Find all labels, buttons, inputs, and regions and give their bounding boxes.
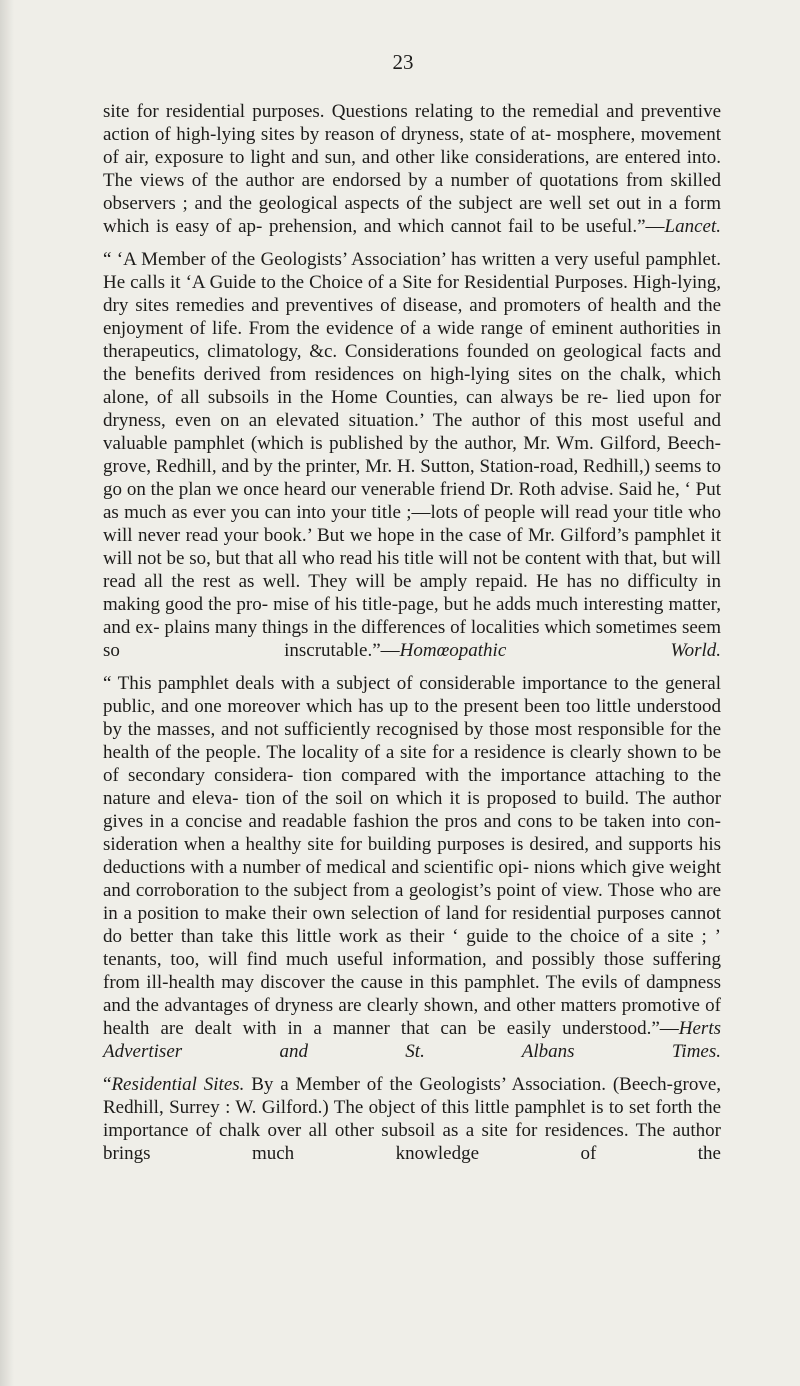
text-line: will be amply repaid. He has no difficulty in making good the pro- [103, 571, 722, 615]
text-line: mise of his title-page, but he adds much interesting matter, and ex- [103, 594, 721, 638]
text-line: matters promotive of health are dealt with in a manner that can be [103, 995, 721, 1039]
text-line: tion compared with the importance attaching to the nature and eleva- [103, 765, 722, 809]
text-line: by those most responsible for the health of the people. The locality [103, 719, 722, 763]
review-source: Lancet. [664, 216, 721, 237]
review-paragraph-herts-advertiser [103, 672, 721, 1063]
page-edge-shadow [0, 0, 14, 1386]
text-line: aspects of the subject are well set out in a form which is easy of ap- [103, 193, 721, 237]
review-paragraph-lancet [103, 100, 721, 238]
text-line: supports his deductions with a number of medical and scientific opi- [103, 834, 722, 878]
text-line: too little understood by the masses, and not sufficiently recognised [103, 696, 722, 740]
text-line: once heard our venerable friend Dr. Roth advise. Said he, ‘ Put as [103, 479, 722, 523]
text-line: sideration when a healthy site for building purposes is desired, and [103, 834, 623, 855]
text-line: too, will find much useful information, and possibly those suffering [170, 949, 722, 970]
text-line: dampness and the advantages of dryness are clearly shown, and other [103, 972, 721, 1016]
text-line: pamphlet is to set forth the importance of chalk over all other subsoil [103, 1097, 721, 1141]
text-line: benefits derived from residences on high-lying sites on the chalk, [134, 364, 666, 385]
text-line: lied upon for dryness, even on an elevated situation.’ The author of [103, 387, 721, 431]
text-line: as a site for residences. The author brings much knowledge of the [103, 1120, 722, 1164]
text-line: plains many things in the differences of localities which sometimes [164, 617, 678, 638]
text-line: tion of the soil on which it is proposed to build. The author gives in [103, 788, 722, 832]
text-line: Mr. Gilford’s pamphlet it will not be so, but that all who read his title [103, 525, 721, 569]
page-number: 23 [392, 50, 414, 74]
text-line: of disease, and promoters of health and the enjoyment of life. From [103, 295, 722, 339]
text-line: own selection of land for residential purposes cannot do better than [103, 903, 721, 947]
text-line: will not be content with that, but will read all the rest as well. They [103, 548, 721, 592]
text-line: by a number of quotations from skilled observers ; and the geological [103, 170, 722, 214]
text-line: take this little work as their ‘ guide to the choice of a site ; ’ tenants, [103, 926, 721, 970]
text-line: nions which give weight and corroboration to the subject from a [103, 857, 721, 901]
text-line: which alone, of all subsoils in the Home Counties, can always be re- [103, 364, 722, 408]
text-line: much as ever you can into your title ;—lots of people will read your [124, 502, 649, 523]
text-line: title who will never read your book.’ But we hope in the case of [103, 502, 722, 546]
text-line: easily understood.”— [506, 1018, 679, 1039]
open-quote: “ [103, 1074, 112, 1095]
text-line: the evidence of a wide range of eminent authorities in therapeutics, [103, 318, 721, 362]
text-line: the general public, and one moreover which has up to the present been [103, 673, 721, 717]
body-text [103, 100, 721, 1165]
review-source: Homœopathic World. [399, 640, 721, 661]
text-line: climatology, &c. Considerations founded on geological facts and the [103, 341, 722, 385]
text-line: author, Mr. Wm. Gilford, Beech-grove, Redhill, and by the printer, [103, 433, 722, 477]
text-line: of a site for a residence is clearly shown to be of secondary considera- [103, 742, 722, 786]
text-line: Mr. H. Sutton, Station-road, Redhill,) seems to go on the plan we [103, 456, 722, 500]
text-line: mosphere, movement of air, exposure to light and sun, and other like [103, 124, 721, 168]
review-source: Herts Advertiser and St. Albans Times. [103, 1018, 722, 1062]
text-line: preventive action of high-lying sites by reason of dryness, state of at- [103, 101, 722, 145]
text-line: (Beech-grove, Redhill, Surrey : W. Gilford.) The object of this little [103, 1074, 721, 1118]
text-line: “ This pamphlet deals with a subject of considerable importance to [103, 673, 629, 694]
title-reference: Residential Sites. [111, 1074, 245, 1095]
text-line: from ill-health may discover the cause in this pamphlet. The evils of [103, 972, 640, 993]
text-line: useful pamphlet. He calls it ‘A Guide to the Choice of a Site for [103, 249, 722, 293]
text-line: this most useful and valuable pamphlet (which is published by the [103, 410, 722, 454]
text-line: prehension, and which cannot fail to be useful.”— [269, 216, 665, 237]
text-line: considerations, are entered into. The views of the author are endorsed [103, 147, 721, 191]
text-line: geologist’s point of view. Those who are in a position to make their [103, 880, 722, 924]
text-line: seem so inscrutable.”— [103, 617, 722, 661]
review-paragraph-residential-sites [103, 1073, 721, 1165]
text-line: a concise and readable fashion the pros and cons to be taken into con- [170, 811, 722, 832]
review-paragraph-homoeopathic-world [103, 248, 721, 662]
text-line: By a Member of the Geologists’ Association. [244, 1074, 606, 1095]
text-line: “ ‘A Member of the Geologists’ Association’ has written a very [103, 249, 589, 270]
text-line: site for residential purposes. Questions relating to the remedial and [103, 101, 634, 122]
text-line: Residential Purposes. High-lying, dry sites remedies and preventives [103, 272, 722, 316]
